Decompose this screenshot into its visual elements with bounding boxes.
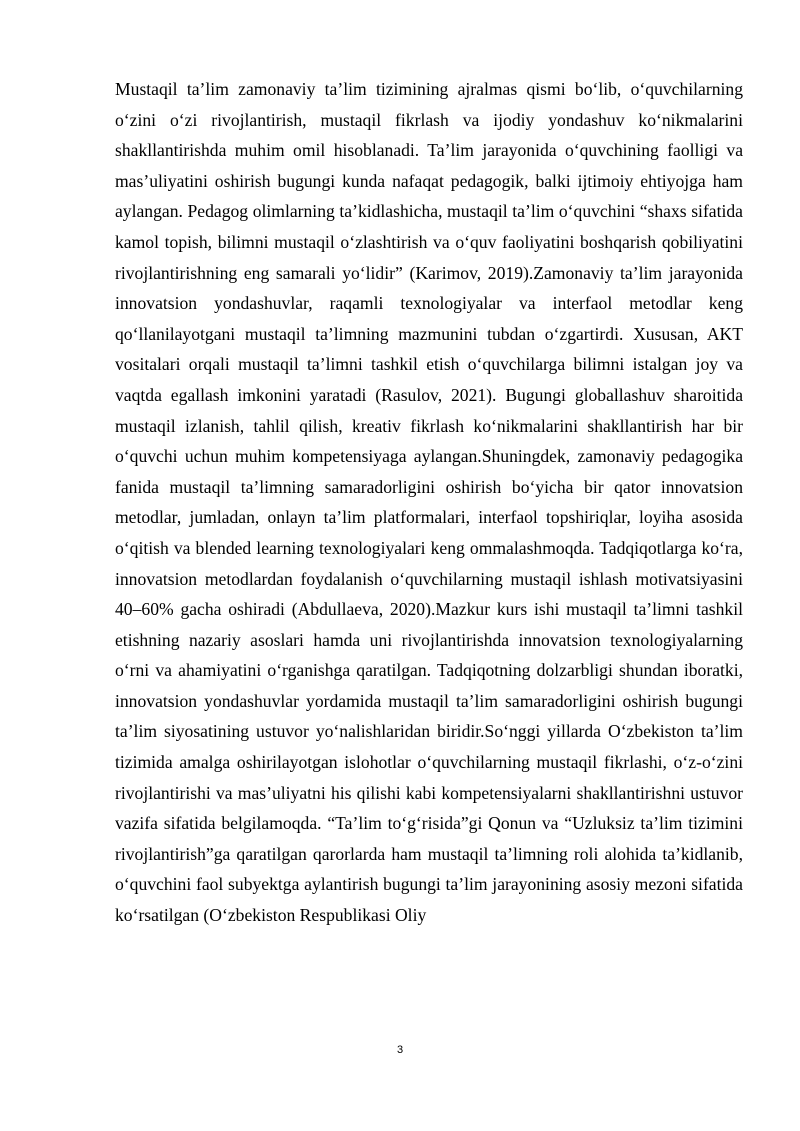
body-paragraph: Mustaqil ta’lim zamonaviy ta’lim tizimining ajralmas qismi bo‘lib, o‘quvchilarning o‘zini o‘zi rivojlantirish, mustaqil fikrlash va ijodiy yondashuv ko‘nikmalarini shakllantirishda muhim omil hisoblanadi. Ta’lim jarayonida o‘quvchining faolligi va mas’uliyatini oshirish bugungi kunda nafaqat pedagogik, balki ijtimoiy ehtiyojga ham aylangan. Pedagog olimlarning ta’kidlashicha, mustaqil ta’lim o‘quvchini “shaxs sifatida kamol topish, bilimni mustaqil o‘zlashtirish va o‘quv faoliyatini boshqarish qobiliyatini rivojlantirishning eng samarali yo‘lidir” (Karimov, 2019).Zamonaviy ta’lim jarayonida innovatsion yondashuvlar, raqamli texnologiyalar va interfaol metodlar keng qo‘llanilayotgani mustaqil ta’limning mazmunini tubdan o‘zgartirdi. Xususan, AKT vositalari orqali mustaqil ta’limni tashkil etish o‘quvchilarga bilimni istalgan joy va vaqtda egallash imkonini yaratadi (Rasulov, 2021). Bugungi globallashuv sharoitida mustaqil izlanish, tahlil qilish, kreativ fikrlash ko‘nikmalarini shakllantirish har bir o‘quvchi uchun muhim kompetensiyaga aylangan.Shuningdek, zamonaviy pedagogika fanida mustaqil ta’limning samaradorligini oshirish bo‘yicha bir qator innovatsion metodlar, jumladan, onlayn ta’lim platformalari, interfaol topshiriqlar, loyiha asosida o‘qitish va blended learning texnologiyalari keng ommalashmoqda. Tadqiqotlarga ko‘ra, innovatsion metodlardan foydalanish o‘quvchilarning mustaqil ishlash motivatsiyasini 40–60% gacha oshiradi (Abdullaeva, 2020).Mazkur kurs ishi mustaqil ta’limni tashkil etishning nazariy asoslari hamda uni rivojlantirishda innovatsion texnologiyalarning o‘rni va ahamiyatini o‘rganishga qaratilgan. Tadqiqotning dolzarbligi shundan iboratki, innovatsion yondashuvlar yordamida mustaqil ta’lim samaradorligini oshirish bugungi ta’lim siyosatining ustuvor yo‘nalishlaridan biridir.So‘nggi yillarda O‘zbekiston ta’lim tizimida amalga oshirilayotgan islohotlar o‘quvchilarning mustaqil fikrlashi, o‘z-o‘zini rivojlantirishi va mas’uliyatni his qilishi kabi kompetensiyalarni shakllantirishni ustuvor vazifa sifatida belgilamoqda. “Ta’lim to‘g‘risida”gi Qonun va “Uzluksiz ta’lim tizimini rivojlantirish”ga qaratilgan qarorlarda ham mustaqil ta’limning roli alohida ta’kidlanib, o‘quvchini faol subyektga aylantirish bugungi ta’lim jarayonining asosiy mezoni sifatida ko‘rsatilgan (O‘zbekiston Respublikasi Oliy xyxy=(115,79,743,926)
page-number: 3 xyxy=(396,1044,404,1056)
